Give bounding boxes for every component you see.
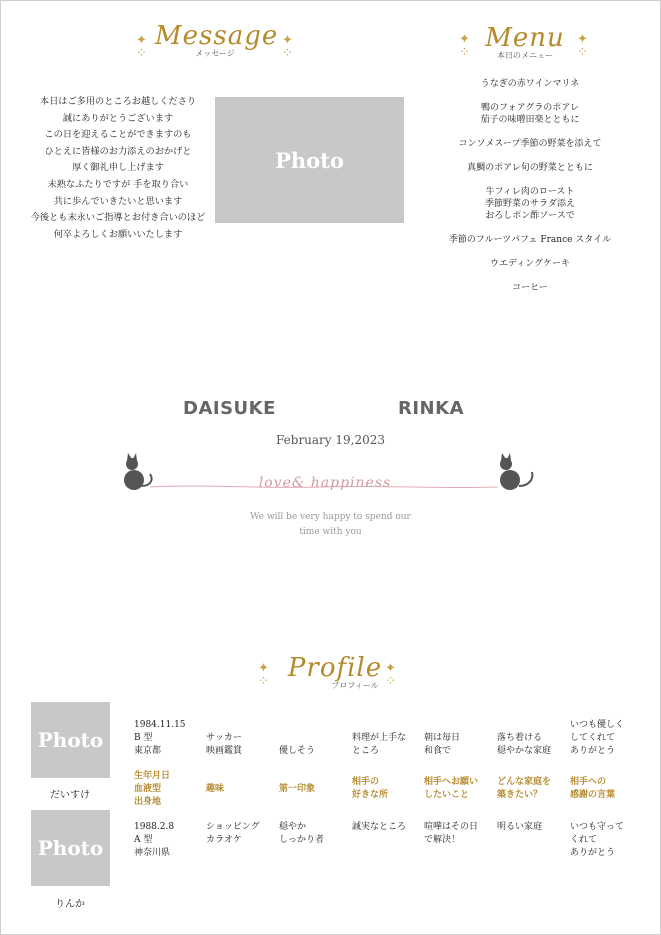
profile-cell-line: 和食で: [424, 746, 452, 756]
message-body: [28, 94, 208, 243]
menu-item-line: ウエディングケーキ: [489, 259, 571, 269]
menu-item: [440, 282, 620, 294]
bride-profile-cell: [570, 821, 624, 860]
message-line: 未熟なふたりですが 手を取り合い: [47, 178, 189, 190]
bride-photo: [31, 810, 110, 886]
profile-cell-line: くれて: [570, 835, 598, 845]
menu-item: [440, 102, 620, 126]
love-happiness-text: love& happiness: [258, 475, 392, 491]
message-subtitle: メッセージ: [195, 49, 235, 58]
menu-item: [440, 162, 620, 174]
profile-cell-line: 穏やかな家庭: [497, 746, 552, 756]
groom-profile-cell: [206, 732, 242, 758]
message-title: Message: [155, 21, 279, 51]
menu-item-line: コンソメスープ季節の野菜を添えて: [458, 139, 602, 149]
profile-cell-line: B 型: [134, 733, 153, 743]
groom-profile-cell: [570, 719, 624, 758]
menu-item-line: 真鯛のポアレ旬の野菜とともに: [467, 163, 593, 173]
message-line: 厚く御礼申し上げます: [72, 162, 164, 174]
menu-list: [440, 78, 620, 306]
profile-cell-line: したいこと: [424, 790, 470, 800]
profile-cell-line: 趣味: [206, 783, 225, 794]
profile-cell-line: しっかり者: [279, 835, 325, 845]
bride-profile-cell: [352, 821, 406, 834]
tagline-line-1: We will be very happy to spend our: [250, 512, 411, 522]
bride-profile-cell: [279, 821, 324, 847]
profile-cell-line: 相手の: [352, 777, 380, 787]
profile-cell-line: 誠実なところ: [352, 822, 407, 832]
profile-cell-line: ショッピング: [206, 822, 260, 832]
profile-cell-line: 優しそう: [279, 746, 316, 756]
menu-item-line: 牛フィレ肉のロースト: [485, 187, 575, 197]
profile-label-cell: [279, 783, 315, 796]
groom-profile-cell: [424, 732, 460, 758]
profile-cell-line: 相手への: [570, 777, 607, 787]
menu-title: Menu: [485, 23, 565, 53]
profile-cell-line: A 型: [134, 835, 153, 845]
profile-cell-line: 生年月日: [134, 770, 171, 781]
bride-profile-cell: [424, 821, 478, 847]
profile-cell-line: 喧嘩はその日: [424, 822, 479, 832]
message-line: 本日はご多用のところお越しくださり: [39, 96, 197, 107]
menu-item-line: 季節野菜のサラダ添え: [485, 199, 575, 209]
profile-cell-line: どんな家庭を: [497, 777, 552, 787]
bride-profile-cell: [206, 821, 260, 847]
profile-cell-line: 映画鑑賞: [206, 746, 243, 756]
profile-label-cell: [497, 776, 551, 802]
profile-label-cell: [570, 776, 615, 802]
profile-cell-line: 料理が上手な: [352, 733, 407, 743]
profile-cell-line: サッカー: [206, 733, 242, 743]
profile-label-cell: [424, 776, 478, 802]
message-line: 共に歩んでいきたいと思います: [53, 195, 183, 207]
profile-label-cell: [352, 776, 388, 802]
menu-subtitle: 本日のメニュー: [497, 51, 553, 60]
groom-profile-cell: [497, 732, 551, 758]
sparkle-icon: ✦ ⁘: [459, 32, 470, 60]
profile-cell-line: 血液型: [134, 783, 162, 794]
message-line: 今後とも末永いご指導とお付き合いのほど: [30, 212, 206, 224]
profile-cell-line: 感謝の言葉: [570, 790, 616, 800]
profile-cell-line: 第一印象: [279, 783, 316, 794]
profile-cell-line: 東京都: [134, 746, 162, 756]
sparkle-icon: ✦ ⁘: [385, 661, 396, 689]
tagline-line-2: time with you: [299, 527, 362, 537]
profile-cell-line: 築きたい？: [497, 790, 543, 800]
message-line: 何卒よろしくお願いいたします: [53, 228, 183, 240]
bride-profile-cell: [134, 821, 174, 860]
profile-cell-line: 出身地: [134, 796, 162, 807]
tagline: [0, 510, 661, 540]
profile-cell-line: 穏やか: [279, 822, 307, 832]
cat-right-icon: [494, 452, 538, 492]
profile-cell-line: 1988.2.8: [134, 822, 175, 832]
profile-cell-line: カラオケ: [206, 835, 242, 845]
groom-photo: [31, 702, 110, 778]
bride-name: RINKA: [398, 398, 465, 419]
profile-cell-line: 神奈川県: [134, 848, 171, 858]
profile-cell-line: 1984.11.15: [134, 720, 186, 730]
profile-cell-line: いつも優しく: [570, 720, 625, 730]
groom-name: DAISUKE: [183, 398, 276, 419]
sparkle-icon: ✦ ⁘: [258, 661, 269, 689]
menu-item: [440, 78, 620, 90]
profile-cell-line: いつも守って: [570, 822, 625, 832]
menu-item-line: コーヒー: [512, 283, 548, 293]
menu-item-line: 茄子の味噌田楽とともに: [480, 115, 580, 125]
profile-subtitle: プロフィール: [331, 681, 379, 690]
message-photo: [215, 97, 404, 223]
menu-item-line: 季節のフルーツパフェ France スタイル: [448, 235, 612, 245]
profile-cell-line: 朝は毎日: [424, 733, 461, 743]
profile-heading: [280, 654, 390, 691]
menu-item: [440, 138, 620, 150]
profile-cell-line: で解決！: [424, 835, 461, 845]
photo-label: Photo: [275, 147, 344, 173]
profile-cell-line: してくれて: [570, 733, 616, 743]
photo-label: Photo: [37, 728, 104, 752]
profile-cell-line: 明るい家庭: [497, 822, 543, 832]
profile-title: Profile: [287, 653, 383, 683]
menu-item: [440, 234, 620, 246]
groom-profile-name: だいすけ: [50, 790, 90, 801]
message-line: この日を迎えることができますのも: [44, 129, 192, 141]
bride-profile-name: りんか: [55, 899, 85, 910]
menu-item-line: おろしポン酢ソースで: [485, 211, 575, 221]
profile-cell-line: 好きな所: [352, 790, 389, 800]
menu-item-line: 鴨のフォアグラのポアレ: [481, 103, 579, 113]
menu-item-line: うなぎの赤ワインマリネ: [480, 79, 580, 89]
wedding-date: February 19,2023: [275, 433, 386, 447]
profile-cell-line: ありがとう: [570, 848, 616, 858]
photo-label: Photo: [37, 836, 104, 860]
message-line: 誠にありがとうございます: [62, 112, 174, 124]
sparkle-icon: ✦ ⁘: [136, 33, 147, 61]
menu-heading: [470, 24, 580, 61]
profile-label-cell: [206, 783, 224, 796]
sparkle-icon: ✦ ⁘: [577, 32, 588, 60]
profile-label-cell: [134, 770, 170, 809]
menu-item: [440, 258, 620, 270]
profile-cell-line: ところ: [352, 746, 380, 756]
profile-cell-line: ありがとう: [570, 746, 616, 756]
menu-item: [440, 186, 620, 222]
sparkle-icon: ✦ ⁘: [282, 33, 293, 61]
groom-profile-cell: [279, 745, 315, 758]
profile-cell-line: 落ち着ける: [497, 733, 543, 743]
message-line: ひとえに皆様のお力添えのおかげと: [44, 145, 192, 157]
bride-profile-cell: [497, 821, 542, 834]
groom-profile-cell: [134, 719, 186, 758]
profile-cell-line: 相手へお願い: [424, 777, 479, 787]
groom-profile-cell: [352, 732, 406, 758]
message-heading: [155, 21, 279, 59]
